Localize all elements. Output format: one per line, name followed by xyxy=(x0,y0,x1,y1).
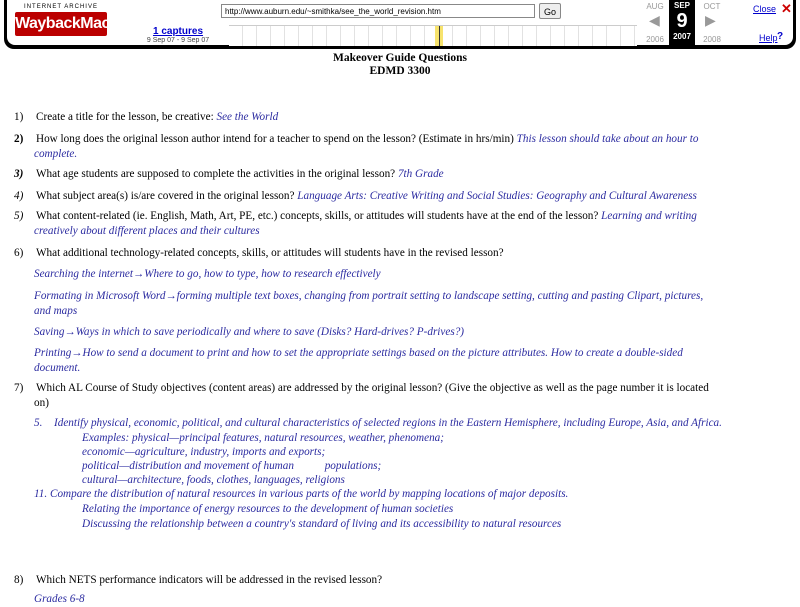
current-month: SEP xyxy=(673,1,690,10)
skill-name: Formating in Microsoft Word xyxy=(34,290,166,302)
objective-example: cultural—architecture, foods, clothes, languages, religions xyxy=(82,474,345,486)
tech-skill-item xyxy=(34,289,790,304)
skill-detail: Ways in which to save periodically and where to save (Disks? Hard-drives? P-drives?) xyxy=(75,326,465,338)
close-link[interactable]: Close xyxy=(753,4,777,14)
question-1 xyxy=(14,110,786,125)
arrow-icon: → xyxy=(165,290,177,302)
page-title xyxy=(0,52,800,78)
tech-skill-item xyxy=(34,325,790,340)
skill-name: Printing xyxy=(34,347,72,359)
skill-detail: How to send a document to print and how to set the appropriate settings based on the picture attributes. How to create a double-sided xyxy=(82,347,683,359)
nets-grade-heading: Grades 6-8 xyxy=(34,593,85,605)
objective-5 xyxy=(34,416,790,431)
objective-number: 11. xyxy=(34,488,48,500)
logo-wayback-machine: WaybackMachine xyxy=(15,12,107,36)
question-text: What subject area(s) is/are covered in the original lesson? xyxy=(36,190,295,202)
help-link[interactable]: Help xyxy=(759,33,778,43)
capture-tick[interactable] xyxy=(439,26,440,46)
prev-year: 2006 xyxy=(646,35,664,44)
tech-skill-item xyxy=(34,267,790,282)
objective-text: Compare the distribution of natural resources in various parts of the world by mapping locations of major deposits. xyxy=(50,488,569,500)
question-text: Which AL Course of Study objectives (content areas) are addressed by the original lesson? (Give the objective as well as the page number it is located xyxy=(36,382,709,394)
question-2 xyxy=(14,132,786,147)
skill-name: Saving xyxy=(34,326,65,338)
url-input[interactable]: http://www.auburn.edu/~smithka/see_the_world_revision.htm xyxy=(221,4,535,18)
prev-month-link[interactable]: AUG xyxy=(646,2,664,11)
arrow-icon: → xyxy=(133,268,145,280)
question-5 xyxy=(14,209,786,224)
current-day: 9 xyxy=(676,10,688,32)
answer-text: 7th Grade xyxy=(397,168,444,180)
skill-detail-continuation: document. xyxy=(34,362,81,374)
answer-text: Language Arts: Creative Writing and Social Studies: Geography and Cultural Awareness xyxy=(297,190,697,202)
capture-sparkline[interactable] xyxy=(229,25,637,46)
answer-text: This lesson should take about an hour to xyxy=(516,133,699,145)
skill-detail-continuation: and maps xyxy=(34,305,78,317)
objective-example: Examples: physical—principal features, natural resources, weather, phenomena; xyxy=(82,432,444,444)
logo-internet-archive: INTERNET ARCHIVE xyxy=(24,4,98,10)
question-8 xyxy=(14,573,786,588)
captures-link[interactable]: 1 captures xyxy=(152,26,204,37)
question-continuation: on) xyxy=(34,397,49,409)
title-line-2: EDMD 3300 xyxy=(369,65,431,77)
question-text: What age students are supposed to complete the activities in the original lesson? xyxy=(36,168,396,180)
title-line-1: Makeover Guide Questions xyxy=(333,52,467,64)
question-number: 7) xyxy=(14,382,24,394)
question-number: 4) xyxy=(14,190,24,202)
answer-continuation: complete. xyxy=(34,148,78,160)
go-button[interactable]: Go xyxy=(539,3,561,19)
wayback-toolbar-panel xyxy=(7,0,793,45)
objective-number: 5. xyxy=(34,417,43,429)
answer-continuation: creatively about different places and their cultures xyxy=(34,225,260,237)
captures-range: 9 Sep 07 - 9 Sep 07 xyxy=(146,37,210,44)
wayback-toolbar xyxy=(4,0,796,49)
answer-text: Learning and writing xyxy=(601,210,697,222)
skill-detail: forming multiple text boxes, changing from portrait setting to landscape setting, cutting and pasting Clipart, pictures, xyxy=(176,290,704,302)
arrow-icon: → xyxy=(71,347,83,359)
next-arrow-icon[interactable]: ▶ xyxy=(705,12,716,28)
question-number: 3) xyxy=(14,168,24,180)
arrow-icon: → xyxy=(64,326,76,338)
question-text: How long does the original lesson author intend for a teacher to spend on the lesson? (Estimate in hrs/min) xyxy=(36,133,514,145)
next-year: 2008 xyxy=(703,35,721,44)
question-6 xyxy=(14,246,786,261)
question-number: 5) xyxy=(14,210,24,222)
objective-example: Relating the importance of energy resources to the development of human societies xyxy=(82,503,454,515)
question-text: What content-related (ie. English, Math, Art, PE, etc.) concepts, skills, or attitudes will students have at the end of the lesson? xyxy=(36,210,599,222)
skill-name: Searching the internet xyxy=(34,268,134,280)
skill-detail: Where to go, how to type, how to research effectively xyxy=(144,268,381,280)
question-number: 8) xyxy=(14,574,24,586)
objective-11 xyxy=(34,487,790,502)
wayback-logo[interactable] xyxy=(15,4,141,44)
objective-text: Identify physical, economic, political, and cultural characteristics of selected regions in the Eastern Hemisphere, including Europe, Asia, and Africa. xyxy=(54,417,722,429)
question-7 xyxy=(14,381,786,396)
answer-text: See the World xyxy=(216,111,279,123)
question-3 xyxy=(14,167,786,182)
next-month-link[interactable]: OCT xyxy=(703,2,721,11)
question-text: Create a title for the lesson, be creative: xyxy=(36,111,214,123)
question-number: 2) xyxy=(14,133,24,145)
current-year: 2007 xyxy=(673,32,691,41)
objective-example: political—distribution and movement of human populations; xyxy=(82,460,382,472)
help-icon[interactable]: ? xyxy=(777,31,784,42)
prev-arrow-icon[interactable]: ◀ xyxy=(649,12,660,28)
close-icon[interactable]: ✕ xyxy=(781,1,792,16)
question-text: What additional technology-related concepts, skills, or attitudes will students have in the revised lesson? xyxy=(36,247,504,259)
current-capture-date xyxy=(669,0,695,45)
tech-skill-item xyxy=(34,346,790,361)
question-number: 1) xyxy=(14,111,24,123)
objective-example: Discussing the relationship between a country's standard of living and its accessibility to natural resources xyxy=(82,518,562,530)
question-4 xyxy=(14,189,786,204)
question-text: Which NETS performance indicators will be addressed in the revised lesson? xyxy=(36,574,383,586)
question-number: 6) xyxy=(14,247,24,259)
objective-example: economic—agriculture, industry, imports and exports; xyxy=(82,446,326,458)
captures-info xyxy=(135,26,221,44)
